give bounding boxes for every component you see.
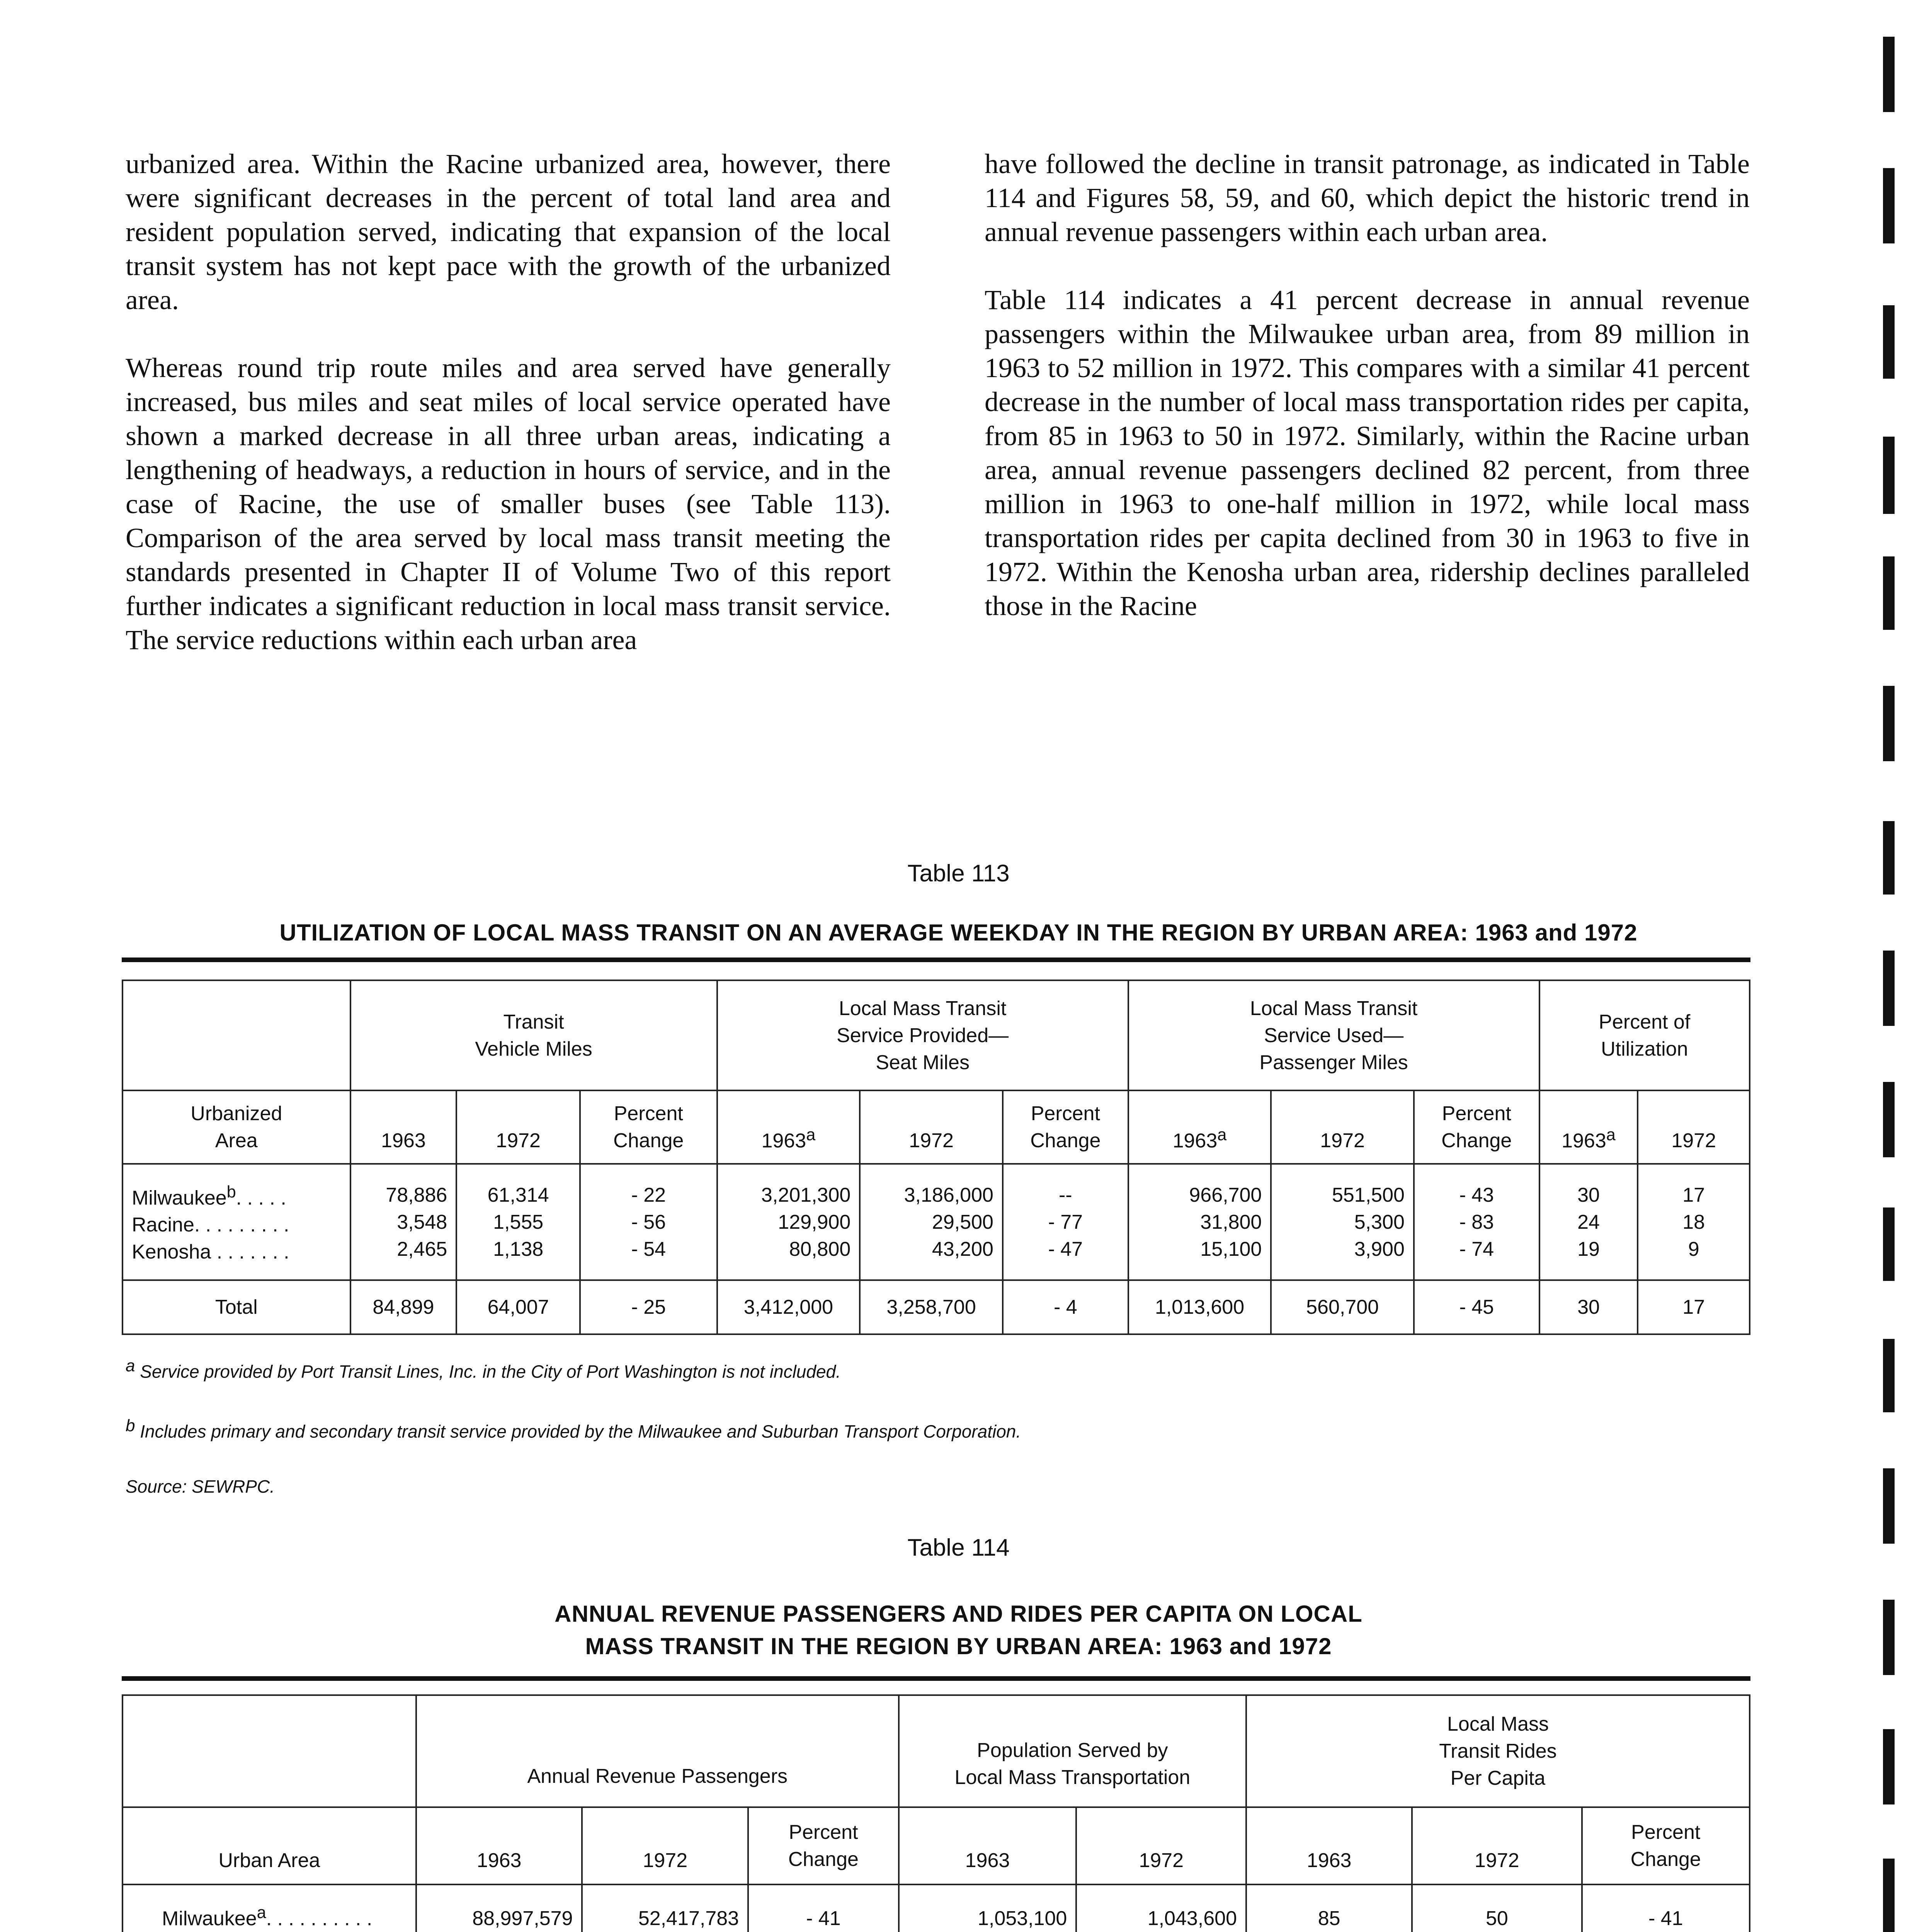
rides-per-capita-1972: 50 bbox=[1412, 1884, 1582, 1932]
header-transit-vehicle-miles: Transit Vehicle Miles bbox=[350, 980, 717, 1090]
registration-mark bbox=[1883, 168, 1895, 243]
header-1972: 1972 bbox=[456, 1090, 580, 1164]
paragraph: have followed the decline in transit patronage, as indicated in Table 114 and Figures 58, 59, and 60, which depict the historic trend in annual revenue passengers within each urban area. bbox=[985, 148, 1750, 247]
header-rides-per-capita: Local Mass Transit Rides Per Capita bbox=[1246, 1695, 1750, 1807]
table-114-number: Table 114 bbox=[907, 1534, 1010, 1561]
total-cell: 64,007 bbox=[456, 1280, 580, 1334]
seat-miles-1972: 3,186,000 29,500 43,200 bbox=[860, 1164, 1003, 1280]
revenue-passengers-1963: 88,997,579 bbox=[416, 1884, 582, 1932]
header-percent-change: Percent Change bbox=[1582, 1807, 1750, 1884]
registration-mark bbox=[1883, 1208, 1895, 1281]
registration-mark bbox=[1883, 1339, 1895, 1412]
registration-mark bbox=[1883, 686, 1895, 761]
table-113-rule bbox=[122, 957, 1750, 962]
header-1972: 1972 bbox=[1271, 1090, 1414, 1164]
header-percent-utilization: Percent of Utilization bbox=[1539, 980, 1750, 1090]
header-seat-miles: Local Mass Transit Service Provided— Seat Miles bbox=[717, 980, 1128, 1090]
revenue-passengers-1972: 52,417,783 bbox=[582, 1884, 748, 1932]
total-cell: - 45 bbox=[1414, 1280, 1539, 1334]
table-113-number: Table 113 bbox=[907, 860, 1010, 887]
row-label-milwaukee: Milwaukee$^a$. . . . . . . . . . bbox=[162, 1903, 373, 1930]
row-label-racine: Racine. . . . . . . . . bbox=[132, 1214, 289, 1236]
header-percent-change: Percent Change bbox=[748, 1807, 899, 1884]
paragraph: Whereas round trip route miles and area served have generally increased, bus miles and seat miles of local service operated have shown a marked decrease in all three urban areas, indicating a lengthening of headways, a reduction in hours of service, and in the case of Racine, the use of smaller buses (see Table 113). Comparison of the area served by local mass transit meeting the standards presented in Chapter II of Volume Two of this report further indicates a significant reduction in local mass transit service. The service reductions within each urban area bbox=[126, 352, 891, 655]
table-113-corner bbox=[122, 980, 350, 1090]
rides-per-capita-change: - 41 bbox=[1582, 1884, 1750, 1932]
area-names bbox=[122, 1884, 416, 1932]
vehicle-miles-1972: 61,314 1,555 1,138 bbox=[456, 1164, 580, 1280]
seat-miles-1963: 3,201,300 129,900 80,800 bbox=[717, 1164, 860, 1280]
table-114-rule bbox=[122, 1676, 1750, 1681]
header-1972: 1972 bbox=[582, 1807, 748, 1884]
registration-mark bbox=[1883, 1729, 1895, 1804]
total-cell: 84,899 bbox=[350, 1280, 457, 1334]
vehicle-miles-1963: 78,886 3,548 2,465 bbox=[350, 1164, 457, 1280]
header-1972: 1972 bbox=[860, 1090, 1003, 1164]
registration-mark bbox=[1883, 556, 1895, 630]
header-1963a: 1963$^a$ bbox=[1539, 1090, 1638, 1164]
header-percent-change: Percent Change bbox=[580, 1090, 717, 1164]
header-1963a: 1963$^a$ bbox=[1128, 1090, 1271, 1164]
registration-mark bbox=[1883, 37, 1895, 112]
table-113-footnote-a: $^a$ Service provided by Port Transit Lines, Inc. in the City of Port Washington is not included. bbox=[126, 1356, 841, 1382]
total-cell: - 4 bbox=[1003, 1280, 1128, 1334]
total-cell: 17 bbox=[1638, 1280, 1750, 1334]
passenger-miles-1972: 551,500 5,300 3,900 bbox=[1271, 1164, 1414, 1280]
registration-mark bbox=[1883, 1468, 1895, 1544]
table-114-corner bbox=[122, 1695, 416, 1807]
passenger-miles-1963: 966,700 31,800 15,100 bbox=[1128, 1164, 1271, 1280]
table-113-title: UTILIZATION OF LOCAL MASS TRANSIT ON AN AVERAGE WEEKDAY IN THE REGION BY URBAN AREA: 1963 and 1972 bbox=[279, 920, 1638, 946]
header-1963: 1963 bbox=[1246, 1807, 1412, 1884]
seat-miles-change: -- - 77 - 47 bbox=[1003, 1164, 1128, 1280]
paragraph: Table 114 indicates a 41 percent decrease in annual revenue passengers within the Milwaukee urban area, from 89 million in 1963 to 52 million in 1972. This compares with a similar 41 percent decrease in the number of local mass transportation rides per capita, from 85 in 1963 to 50 in 1972. Similarly, within the Racine urban area, annual revenue passengers declined 82 percent, from three million in 1963 to one-half million in 1972, while local mass transportation rides per capita declined from 30 in 1963 to five in 1972. Within the Kenosha urban area, ridership declines paralleled those in the Racine bbox=[985, 284, 1750, 621]
total-cell: 30 bbox=[1539, 1280, 1638, 1334]
header-1972: 1972 bbox=[1412, 1807, 1582, 1884]
row-label-milwaukee: Milwaukee$^b$. . . . . bbox=[132, 1183, 286, 1209]
vehicle-miles-change: - 22 - 56 - 54 bbox=[580, 1164, 717, 1280]
table-114-title-line-1: ANNUAL REVENUE PASSENGERS AND RIDES PER CAPITA ON LOCAL bbox=[555, 1601, 1362, 1627]
body-column-right bbox=[985, 147, 1750, 657]
header-1963a: 1963$^a$ bbox=[717, 1090, 860, 1164]
total-cell: 560,700 bbox=[1271, 1280, 1414, 1334]
table-113-source: Source: SEWRPC. bbox=[126, 1476, 275, 1497]
total-cell: 1,013,600 bbox=[1128, 1280, 1271, 1334]
paragraph: urbanized area. Within the Racine urbanized area, however, there were significant decreases in the percent of total land area and resident population served, indicating that expansion of the local transit system has not kept pace with the growth of the urbanized area. bbox=[126, 148, 891, 315]
header-urbanized-area: Urbanized Area bbox=[122, 1090, 350, 1164]
total-label: Total bbox=[122, 1280, 350, 1334]
total-cell: - 25 bbox=[580, 1280, 717, 1334]
row-label-kenosha: Kenosha . . . . . . . bbox=[132, 1241, 289, 1264]
header-1972: 1972 bbox=[1076, 1807, 1246, 1884]
total-cell: 3,258,700 bbox=[860, 1280, 1003, 1334]
total-cell: 3,412,000 bbox=[717, 1280, 860, 1334]
revenue-passengers-change: - 41 bbox=[748, 1884, 899, 1932]
table-113 bbox=[122, 980, 1750, 1335]
registration-mark bbox=[1883, 1859, 1895, 1932]
utilization-1963: 30 24 19 bbox=[1539, 1164, 1638, 1280]
table-113-footnote-b: $^b$ Includes primary and secondary transit service provided by the Milwaukee and Suburban Transport Corporation. bbox=[126, 1416, 1021, 1442]
body-column-left bbox=[126, 147, 891, 691]
header-passenger-miles: Local Mass Transit Service Used— Passenger Miles bbox=[1128, 980, 1539, 1090]
header-population-served: Population Served by Local Mass Transportation bbox=[899, 1695, 1246, 1807]
population-served-1972: 1,043,600 bbox=[1076, 1884, 1246, 1932]
header-1963: 1963 bbox=[416, 1807, 582, 1884]
header-urban-area: Urban Area bbox=[122, 1807, 416, 1884]
table-113-data-rows bbox=[122, 1164, 1750, 1280]
table-114 bbox=[122, 1694, 1750, 1932]
passenger-miles-change: - 43 - 83 - 74 bbox=[1414, 1164, 1539, 1280]
registration-mark bbox=[1883, 951, 1895, 1026]
table-114-title-line-2: MASS TRANSIT IN THE REGION BY URBAN AREA: 1963 and 1972 bbox=[585, 1633, 1332, 1659]
header-percent-change: Percent Change bbox=[1414, 1090, 1539, 1164]
area-names bbox=[122, 1164, 350, 1280]
utilization-1972: 17 18 9 bbox=[1638, 1164, 1750, 1280]
registration-mark bbox=[1883, 305, 1895, 379]
header-percent-change: Percent Change bbox=[1003, 1090, 1128, 1164]
header-1963: 1963 bbox=[899, 1807, 1077, 1884]
header-1963: 1963 bbox=[350, 1090, 457, 1164]
population-served-1963: 1,053,100 bbox=[899, 1884, 1077, 1932]
registration-mark bbox=[1883, 437, 1895, 514]
header-annual-revenue-passengers: Annual Revenue Passengers bbox=[416, 1695, 899, 1807]
table-113-total-row bbox=[122, 1280, 1750, 1334]
header-1972: 1972 bbox=[1638, 1090, 1750, 1164]
rides-per-capita-1963: 85 bbox=[1246, 1884, 1412, 1932]
table-114-data-rows bbox=[122, 1884, 1750, 1932]
registration-mark bbox=[1883, 1082, 1895, 1157]
